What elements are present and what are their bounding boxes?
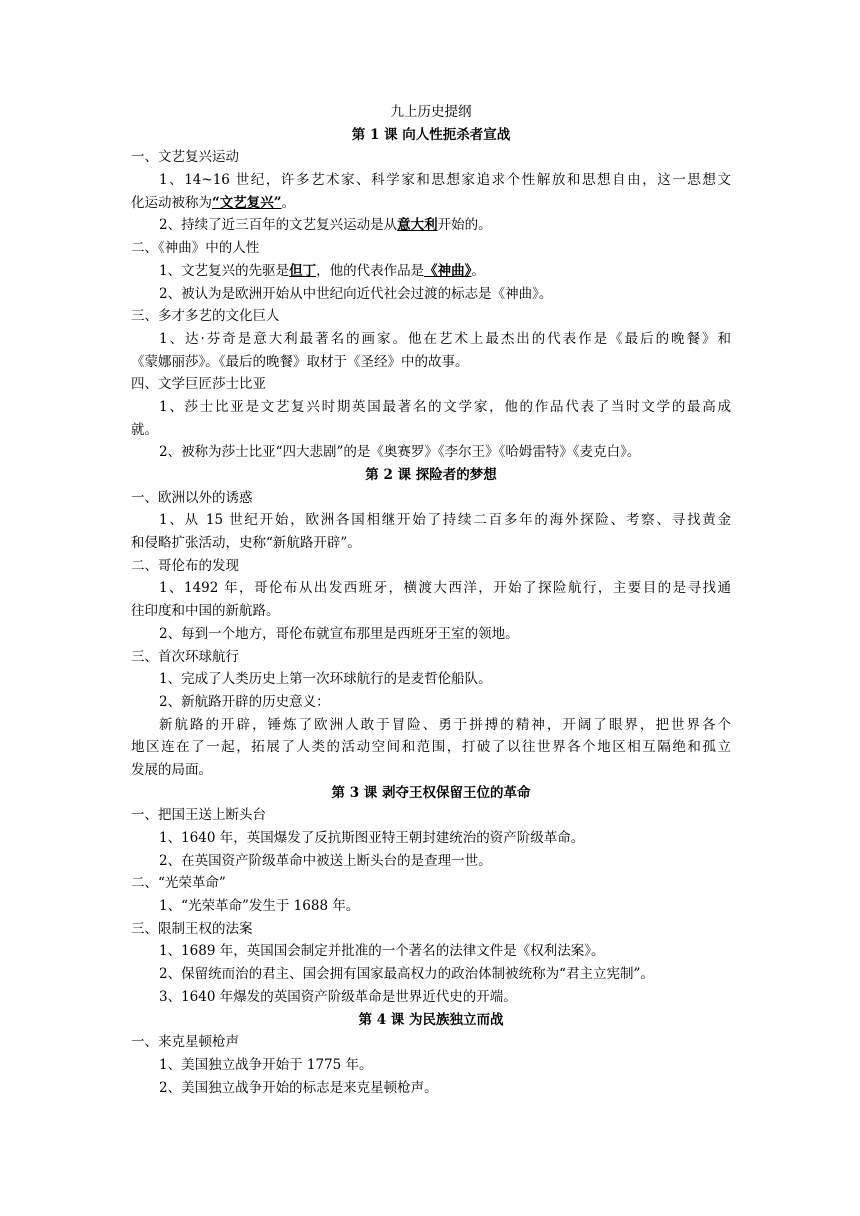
paragraph-line: 1、“光荣革命”发生于 1688 年。 <box>159 898 360 915</box>
lesson-4-heading: 第 4 课 为民族独立而战 <box>358 1011 504 1028</box>
section-heading: 四、文学巨匠莎士比亚 <box>131 376 266 393</box>
paragraph-line: 1、1492 年，哥伦布从出发西班牙，横渡大西洋，开始了探险航行，主要目的是寻找通 <box>159 580 731 597</box>
lesson-1-heading: 第 1 课 向人性扼杀者宣战 <box>351 126 511 143</box>
document-page <box>131 101 731 1099</box>
section-heading: 一、把国王送上断头台 <box>131 807 266 824</box>
paragraph-line: 1、文艺复兴的先驱是但丁，他的代表作品是《神曲》。 <box>159 262 485 279</box>
paragraph-line: 1、1640 年，英国爆发了反抗斯图亚特王朝封建统治的资产阶级革命。 <box>159 830 585 846</box>
paragraph-line: 2、美国独立战争开始的标志是来克星顿枪声。 <box>159 1079 438 1096</box>
section-heading: 一、来克星顿枪声 <box>131 1034 239 1051</box>
section-heading: 三、限制王权的法案 <box>131 920 253 937</box>
paragraph-line: 1、美国独立战争开始于 1775 年。 <box>159 1056 373 1073</box>
paragraph-line: 1、从 15 世纪开始，欧洲各国相继开始了持续二百多年的海外探险、考察、寻找黄金 <box>159 512 731 529</box>
lesson-3-heading: 第 3 课 剥夺王权保留王位的革命 <box>331 784 531 801</box>
paragraph-line: 2、每到一个地方，哥伦布就宣布那里是西班牙王室的领地。 <box>159 625 519 642</box>
paragraph-line: 地区连在了一起，拓展了人类的活动空间和范围，打破了以往世界各个地区相互隔绝和孤立 <box>131 739 731 756</box>
section-heading: 三、多才多艺的文化巨人 <box>131 308 280 325</box>
keyword-italy: 意大利 <box>397 217 438 234</box>
paragraph-line: 化运动被称为“文艺复兴”。 <box>131 194 296 211</box>
document-title: 九上历史提纲 <box>390 104 472 120</box>
paragraph-line: 2、保留统而治的君主、国会拥有国家最高权力的政治体制被统称为“君主立宪制”。 <box>159 966 654 983</box>
paragraph-line: 2、持续了近三百年的文艺复兴运动是从意大利开始的。 <box>159 217 492 234</box>
section-heading: 一、欧洲以外的诱惑 <box>131 489 253 506</box>
paragraph-line: 往印度和中国的新航路。 <box>131 603 280 620</box>
paragraph-line: 和侵略扩张活动，史称“新航路开辟”。 <box>131 535 361 552</box>
paragraph-line: 《蒙娜丽莎》。《最后的晚餐》取材于《圣经》中的故事。 <box>131 353 469 370</box>
paragraph-line: 1、1689 年，英国国会制定并批准的一个著名的法律文件是《权利法案》。 <box>159 943 605 960</box>
paragraph-line: 1、达·芬奇是意大利最著名的画家。他在艺术上最杰出的代表作是《最后的晚餐》和 <box>159 330 731 347</box>
keyword-dante: 但丁 <box>289 262 317 279</box>
paragraph-line: 1、莎士比亚是文艺复兴时期英国最著名的文学家，他的作品代表了当时文学的最高成 <box>159 398 731 415</box>
paragraph-line: 3、1640 年爆发的英国资产阶级革命是世界近代史的开端。 <box>159 988 517 1005</box>
section-heading: 二、哥伦布的发现 <box>131 557 239 574</box>
paragraph-line: 2、新航路开辟的历史意义： <box>159 693 330 710</box>
paragraph-line: 发展的局面。 <box>131 761 212 778</box>
paragraph-line: 就。 <box>131 421 158 438</box>
keyword-divine-comedy: 《神曲》 <box>424 262 472 279</box>
lesson-2-heading: 第 2 课 探险者的梦想 <box>365 467 497 483</box>
section-heading: 一、文艺复兴运动 <box>131 149 239 166</box>
section-heading: 二、《神曲》中的人性 <box>131 240 260 257</box>
paragraph-line: 1、完成了人类历史上第一次环球航行的是麦哲伦船队。 <box>159 671 492 688</box>
keyword-renaissance: “文艺复兴” <box>212 194 282 211</box>
section-heading: 三、首次环球航行 <box>131 648 239 665</box>
paragraph-line: 2、在英国资产阶级革命中被送上断头台的是查理一世。 <box>159 852 492 869</box>
paragraph-line: 2、被称为莎士比亚“四大悲剧”的是《奥赛罗》《李尔王》《哈姆雷特》《麦克白》。 <box>159 444 641 461</box>
paragraph-line: 2、被认为是欧洲开始从中世纪向近代社会过渡的标志是《神曲》。 <box>159 285 553 302</box>
paragraph-line: 1、14~16 世纪，许多艺术家、科学家和思想家追求个性解放和思想自由，这一思想文 <box>159 172 731 189</box>
paragraph-line: 新航路的开辟，锤炼了欧洲人敢于冒险、勇于拼搏的精神，开阔了眼界，把世界各个 <box>159 716 731 733</box>
section-heading: 二、“光荣革命” <box>131 875 226 892</box>
